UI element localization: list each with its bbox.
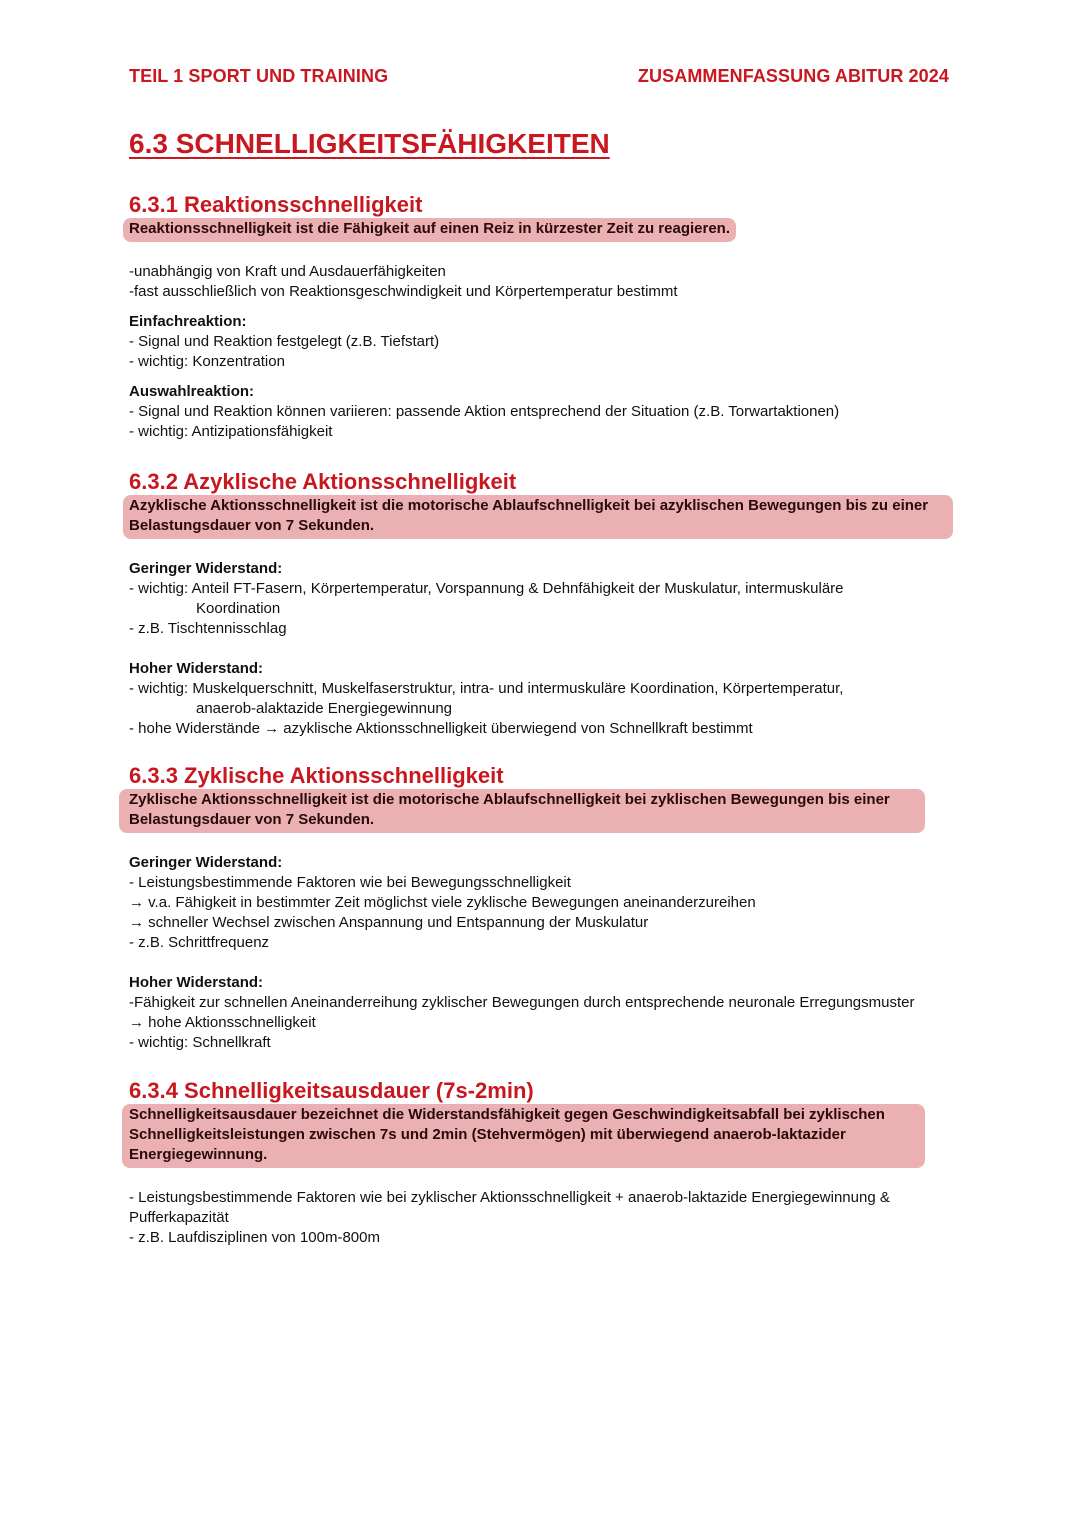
- bullet-line-continuation: Koordination: [196, 600, 281, 617]
- definition-text: Schnelligkeitsausdauer bezeichnet die Widerstandsfähigkeit gegen Geschwindigkeitsabfall bei zyklischen: [129, 1106, 885, 1123]
- bullet-line: - wichtig: Anteil FT-Fasern, Körpertemperatur, Vorspannung & Dehnfähigkeit der Muskulatur, intermuskuläre: [129, 580, 844, 597]
- section-body: [129, 559, 959, 739]
- bullet-line: - hohe Widerstände → azyklische Aktionsschnelligkeit überwiegend von Schnellkraft bestimmt: [129, 720, 753, 737]
- section-heading: 6.3.3 Zyklische Aktionsschnelligkeit: [129, 763, 504, 788]
- section-zyklische-aktionsschnelligkeit: [129, 763, 959, 1053]
- definition-text: Belastungsdauer von 7 Sekunden.: [129, 811, 375, 828]
- section-body: [129, 853, 959, 1053]
- definition-box: [122, 1104, 925, 1168]
- bullet-line: - z.B. Tischtennisschlag: [129, 620, 287, 637]
- bullet-line-continuation: Pufferkapazität: [129, 1209, 229, 1226]
- header-left: TEIL 1 SPORT UND TRAINING: [129, 66, 389, 86]
- section-body: [129, 1188, 959, 1248]
- subheading: Geringer Widerstand:: [129, 560, 283, 577]
- section-body: [129, 262, 959, 442]
- definition-box: [123, 495, 953, 539]
- section-schnelligkeitsausdauer: [129, 1078, 959, 1248]
- bullet-line: - Leistungsbestimmende Faktoren wie bei Bewegungsschnelligkeit: [129, 874, 571, 891]
- definition-text: Azyklische Aktionsschnelligkeit ist die motorische Ablaufschnelligkeit bei azyklischen Bewegungen bis zu einer: [129, 497, 929, 514]
- section-heading: 6.3.2 Azyklische Aktionsschnelligkeit: [129, 469, 517, 494]
- section-heading: 6.3.1 Reaktionsschnelligkeit: [129, 192, 423, 217]
- subheading: Einfachreaktion:: [129, 313, 247, 330]
- bullet-line: - wichtig: Muskelquerschnitt, Muskelfaserstruktur, intra- und intermuskuläre Koordination, Körpertemperatur,: [129, 680, 844, 697]
- bullet-line: - Signal und Reaktion festgelegt (z.B. Tiefstart): [129, 333, 440, 350]
- bullet-line: - z.B. Laufdisziplinen von 100m-800m: [129, 1229, 380, 1246]
- section-reaktionsschnelligkeit: [129, 192, 959, 442]
- subheading: Auswahlreaktion:: [129, 383, 255, 400]
- definition-text: Zyklische Aktionsschnelligkeit ist die motorische Ablaufschnelligkeit bei zyklischen Bewegungen bis einer: [129, 791, 890, 808]
- bullet-line: -unabhängig von Kraft und Ausdauerfähigkeiten: [129, 263, 446, 280]
- bullet-line: - Signal und Reaktion können variieren: passende Aktion entsprechend der Situation (z.B. Torwartaktionen): [129, 403, 840, 420]
- definition-box: [123, 218, 736, 242]
- subheading: Geringer Widerstand:: [129, 854, 283, 871]
- subheading: Hoher Widerstand:: [129, 660, 264, 677]
- bullet-line: -Fähigkeit zur schnellen Aneinanderreihung zyklischer Bewegungen durch entsprechende neuronale Erregungsmuster: [129, 994, 915, 1011]
- definition-box: [119, 789, 925, 833]
- page-title: 6.3 SCHNELLIGKEITSFÄHIGKEITEN: [129, 128, 610, 159]
- section-azyklische-aktionsschnelligkeit: [129, 469, 959, 739]
- definition-text: Belastungsdauer von 7 Sekunden.: [129, 517, 375, 534]
- bullet-line: - z.B. Schrittfrequenz: [129, 934, 270, 951]
- bullet-line: - wichtig: Antizipationsfähigkeit: [129, 423, 333, 440]
- bullet-line: → schneller Wechsel zwischen Anspannung und Entspannung der Muskulatur: [129, 914, 649, 931]
- definition-text: Schnelligkeitsleistungen zwischen 7s und 2min (Stehvermögen) mit überwiegend anaerob-laktazider: [129, 1126, 846, 1143]
- definition-text: Energiegewinnung.: [129, 1146, 268, 1163]
- bullet-line-continuation: anaerob-alaktazide Energiegewinnung: [196, 700, 453, 717]
- section-heading: 6.3.4 Schnelligkeitsausdauer (7s-2min): [129, 1078, 534, 1103]
- bullet-line: - wichtig: Schnellkraft: [129, 1034, 271, 1051]
- bullet-line: - wichtig: Konzentration: [129, 353, 285, 370]
- bullet-line: -fast ausschließlich von Reaktionsgeschwindigkeit und Körpertemperatur bestimmt: [129, 283, 678, 300]
- bullet-line: → hohe Aktionsschnelligkeit: [129, 1014, 316, 1031]
- bullet-line: - Leistungsbestimmende Faktoren wie bei zyklischer Aktionsschnelligkeit + anaerob-laktazide Energiegewinnung &: [129, 1189, 890, 1206]
- definition-text: Reaktionsschnelligkeit ist die Fähigkeit auf einen Reiz in kürzester Zeit zu reagieren.: [129, 220, 731, 237]
- header-right: ZUSAMMENFASSUNG ABITUR 2024: [637, 66, 949, 86]
- bullet-line: → v.a. Fähigkeit in bestimmter Zeit möglichst viele zyklische Bewegungen aneinanderzureihen: [129, 894, 756, 911]
- subheading: Hoher Widerstand:: [129, 974, 264, 991]
